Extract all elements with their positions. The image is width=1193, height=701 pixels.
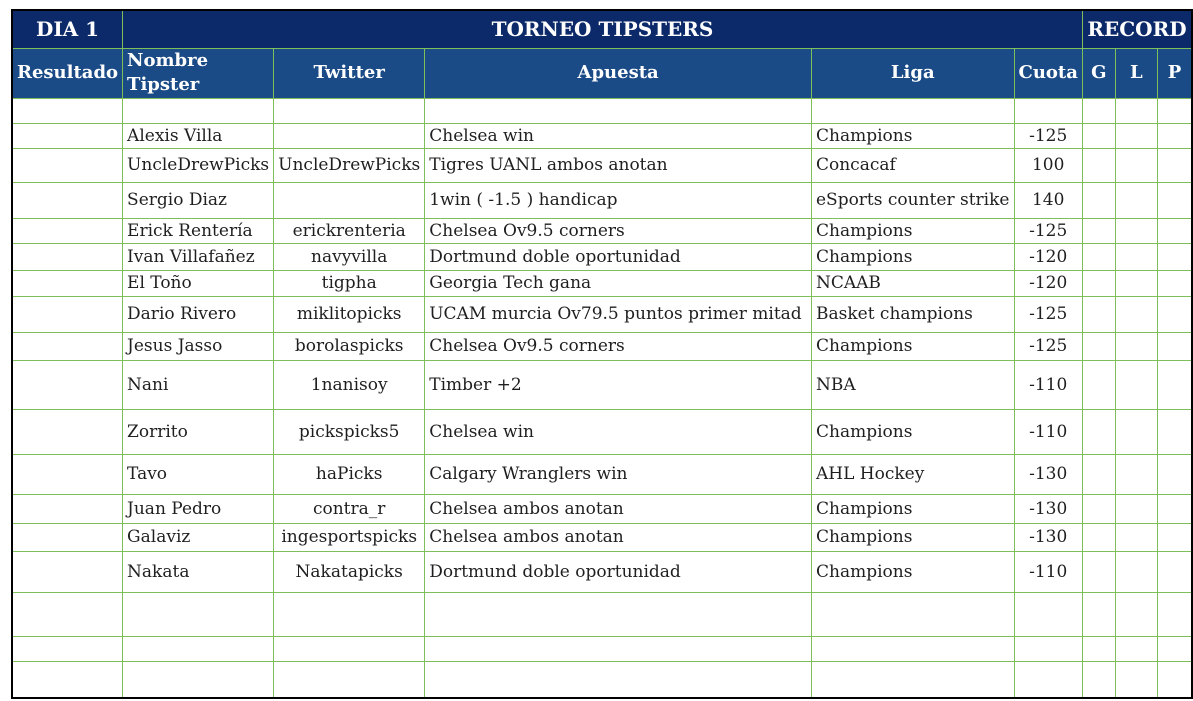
- cell-cuota[interactable]: -125: [1014, 218, 1082, 243]
- cell-cuota[interactable]: -130: [1014, 523, 1082, 551]
- cell-nombre[interactable]: [123, 592, 274, 636]
- cell-p[interactable]: [1158, 148, 1193, 182]
- cell-g[interactable]: [1082, 454, 1115, 494]
- cell-cuota[interactable]: [1014, 98, 1082, 123]
- cell-l[interactable]: [1115, 98, 1157, 123]
- table-row: [12, 243, 1192, 270]
- cell-liga[interactable]: eSports counter strike: [811, 182, 1014, 218]
- cell-p[interactable]: [1158, 98, 1193, 123]
- cell-l[interactable]: [1115, 148, 1157, 182]
- cell-l[interactable]: [1115, 636, 1157, 661]
- cell-twitter[interactable]: tigpha: [274, 270, 425, 296]
- cell-liga[interactable]: NCAAB: [811, 270, 1014, 296]
- cell-p[interactable]: [1158, 551, 1193, 592]
- cell-nombre[interactable]: Nani: [123, 360, 274, 409]
- cell-resultado[interactable]: [12, 551, 123, 592]
- table-row: [12, 148, 1192, 182]
- cell-twitter[interactable]: erickrenteria: [274, 218, 425, 243]
- cell-g[interactable]: [1082, 360, 1115, 409]
- cell-twitter[interactable]: 1nanisoy: [274, 360, 425, 409]
- cell-nombre[interactable]: Sergio Diaz: [123, 182, 274, 218]
- cell-twitter[interactable]: [274, 182, 425, 218]
- cell-apuesta[interactable]: Chelsea win: [425, 123, 812, 148]
- cell-resultado[interactable]: [12, 360, 123, 409]
- cell-cuota[interactable]: [1014, 661, 1082, 698]
- table-row: [12, 636, 1192, 661]
- cell-g[interactable]: [1082, 182, 1115, 218]
- cell-liga[interactable]: Champions: [811, 218, 1014, 243]
- cell-apuesta[interactable]: Chelsea ambos anotan: [425, 494, 812, 523]
- cell-liga[interactable]: Champions: [811, 523, 1014, 551]
- table-row: [12, 494, 1192, 523]
- cell-apuesta[interactable]: Dortmund doble oportunidad: [425, 551, 812, 592]
- cell-resultado[interactable]: [12, 523, 123, 551]
- cell-resultado[interactable]: [12, 332, 123, 360]
- cell-apuesta[interactable]: Dortmund doble oportunidad: [425, 243, 812, 270]
- cell-l[interactable]: [1115, 409, 1157, 454]
- cell-nombre[interactable]: Nakata: [123, 551, 274, 592]
- cell-liga[interactable]: Champions: [811, 332, 1014, 360]
- cell-cuota[interactable]: -120: [1014, 243, 1082, 270]
- cell-l[interactable]: [1115, 494, 1157, 523]
- cell-twitter[interactable]: contra_r: [274, 494, 425, 523]
- cell-twitter[interactable]: Nakatapicks: [274, 551, 425, 592]
- cell-l[interactable]: [1115, 332, 1157, 360]
- cell-g[interactable]: [1082, 123, 1115, 148]
- col-header-liga[interactable]: Liga: [811, 48, 1014, 98]
- cell-l[interactable]: [1115, 218, 1157, 243]
- cell-nombre[interactable]: Juan Pedro: [123, 494, 274, 523]
- cell-p[interactable]: [1158, 218, 1193, 243]
- cell-cuota[interactable]: 140: [1014, 182, 1082, 218]
- cell-g[interactable]: [1082, 148, 1115, 182]
- cell-l[interactable]: [1115, 123, 1157, 148]
- cell-g[interactable]: [1082, 296, 1115, 332]
- table-row: [12, 270, 1192, 296]
- cell-l[interactable]: [1115, 182, 1157, 218]
- cell-cuota[interactable]: -125: [1014, 332, 1082, 360]
- cell-l[interactable]: [1115, 661, 1157, 698]
- record-title[interactable]: RECORD: [1082, 10, 1192, 48]
- cell-apuesta[interactable]: UCAM murcia Ov79.5 puntos primer mitad: [425, 296, 812, 332]
- col-header-apuesta[interactable]: Apuesta: [425, 48, 812, 98]
- cell-cuota[interactable]: -120: [1014, 270, 1082, 296]
- cell-nombre[interactable]: Jesus Jasso: [123, 332, 274, 360]
- cell-apuesta[interactable]: Timber +2: [425, 360, 812, 409]
- cell-resultado[interactable]: [12, 454, 123, 494]
- cell-twitter[interactable]: pickspicks5: [274, 409, 425, 454]
- cell-l[interactable]: [1115, 296, 1157, 332]
- cell-cuota[interactable]: -130: [1014, 494, 1082, 523]
- cell-resultado[interactable]: [12, 123, 123, 148]
- cell-p[interactable]: [1158, 182, 1193, 218]
- table-row: [12, 551, 1192, 592]
- cell-g[interactable]: [1082, 592, 1115, 636]
- cell-p[interactable]: [1158, 454, 1193, 494]
- cell-resultado[interactable]: [12, 148, 123, 182]
- cell-resultado[interactable]: [12, 218, 123, 243]
- table-row: [12, 454, 1192, 494]
- cell-resultado[interactable]: [12, 270, 123, 296]
- cell-cuota[interactable]: -130: [1014, 454, 1082, 494]
- col-header-cuota[interactable]: Cuota: [1014, 48, 1082, 98]
- cell-p[interactable]: [1158, 409, 1193, 454]
- cell-liga[interactable]: Concacaf: [811, 148, 1014, 182]
- cell-twitter[interactable]: navyvilla: [274, 243, 425, 270]
- cell-liga[interactable]: Champions: [811, 494, 1014, 523]
- cell-resultado[interactable]: [12, 636, 123, 661]
- cell-nombre[interactable]: [123, 98, 274, 123]
- cell-nombre[interactable]: Erick Rentería: [123, 218, 274, 243]
- cell-l[interactable]: [1115, 551, 1157, 592]
- cell-liga[interactable]: Champions: [811, 243, 1014, 270]
- cell-resultado[interactable]: [12, 409, 123, 454]
- cell-cuota[interactable]: -125: [1014, 296, 1082, 332]
- cell-twitter[interactable]: [274, 661, 425, 698]
- cell-resultado[interactable]: [12, 243, 123, 270]
- cell-liga[interactable]: Champions: [811, 551, 1014, 592]
- cell-g[interactable]: [1082, 270, 1115, 296]
- cell-g[interactable]: [1082, 661, 1115, 698]
- cell-p[interactable]: [1158, 123, 1193, 148]
- cell-twitter[interactable]: ingesportspicks: [274, 523, 425, 551]
- cell-liga[interactable]: Basket champions: [811, 296, 1014, 332]
- cell-p[interactable]: [1158, 592, 1193, 636]
- cell-cuota[interactable]: -110: [1014, 360, 1082, 409]
- cell-l[interactable]: [1115, 454, 1157, 494]
- title-row: [12, 10, 1192, 48]
- col-header-resultado[interactable]: Resultado: [12, 48, 123, 98]
- cell-nombre[interactable]: Alexis Villa: [123, 123, 274, 148]
- cell-cuota[interactable]: -110: [1014, 551, 1082, 592]
- cell-l[interactable]: [1115, 270, 1157, 296]
- cell-nombre[interactable]: El Toño: [123, 270, 274, 296]
- cell-p[interactable]: [1158, 296, 1193, 332]
- cell-l[interactable]: [1115, 360, 1157, 409]
- cell-p[interactable]: [1158, 332, 1193, 360]
- cell-twitter[interactable]: [274, 123, 425, 148]
- cell-p[interactable]: [1158, 270, 1193, 296]
- cell-nombre[interactable]: Ivan Villafañez: [123, 243, 274, 270]
- table-row: [12, 409, 1192, 454]
- table-row: [12, 182, 1192, 218]
- table-row: [12, 360, 1192, 409]
- cell-liga[interactable]: AHL Hockey: [811, 454, 1014, 494]
- cell-twitter[interactable]: [274, 592, 425, 636]
- table-row: [12, 123, 1192, 148]
- cell-resultado[interactable]: [12, 494, 123, 523]
- cell-nombre[interactable]: UncleDrewPicks: [123, 148, 274, 182]
- column-header-row: [12, 48, 1192, 98]
- cell-twitter[interactable]: [274, 98, 425, 123]
- tipsters-table: [11, 9, 1193, 699]
- cell-apuesta[interactable]: Georgia Tech gana: [425, 270, 812, 296]
- cell-g[interactable]: [1082, 409, 1115, 454]
- cell-twitter[interactable]: miklitopicks: [274, 296, 425, 332]
- cell-liga[interactable]: NBA: [811, 360, 1014, 409]
- col-header-twitter[interactable]: Twitter: [274, 48, 425, 98]
- cell-apuesta[interactable]: Tigres UANL ambos anotan: [425, 148, 812, 182]
- cell-nombre[interactable]: Tavo: [123, 454, 274, 494]
- cell-p[interactable]: [1158, 494, 1193, 523]
- cell-liga[interactable]: Champions: [811, 123, 1014, 148]
- cell-p[interactable]: [1158, 243, 1193, 270]
- table-row: [12, 218, 1192, 243]
- cell-resultado[interactable]: [12, 182, 123, 218]
- cell-g[interactable]: [1082, 551, 1115, 592]
- cell-l[interactable]: [1115, 523, 1157, 551]
- cell-liga[interactable]: [811, 98, 1014, 123]
- cell-liga[interactable]: [811, 592, 1014, 636]
- cell-apuesta[interactable]: Chelsea win: [425, 409, 812, 454]
- cell-twitter[interactable]: haPicks: [274, 454, 425, 494]
- cell-p[interactable]: [1158, 360, 1193, 409]
- cell-apuesta[interactable]: [425, 661, 812, 698]
- cell-p[interactable]: [1158, 661, 1193, 698]
- cell-g[interactable]: [1082, 494, 1115, 523]
- cell-apuesta[interactable]: 1win ( -1.5 ) handicap: [425, 182, 812, 218]
- cell-apuesta[interactable]: [425, 592, 812, 636]
- cell-nombre[interactable]: Zorrito: [123, 409, 274, 454]
- cell-g[interactable]: [1082, 218, 1115, 243]
- cell-l[interactable]: [1115, 243, 1157, 270]
- col-header-g[interactable]: G: [1082, 48, 1115, 98]
- cell-twitter[interactable]: [274, 636, 425, 661]
- cell-twitter[interactable]: UncleDrewPicks: [274, 148, 425, 182]
- cell-g[interactable]: [1082, 98, 1115, 123]
- cell-cuota[interactable]: -110: [1014, 409, 1082, 454]
- col-header-nombre[interactable]: Nombre Tipster: [123, 48, 274, 98]
- col-header-p[interactable]: P: [1158, 48, 1193, 98]
- table-row: [12, 661, 1192, 698]
- table-row: [12, 332, 1192, 360]
- cell-liga[interactable]: [811, 636, 1014, 661]
- cell-g[interactable]: [1082, 636, 1115, 661]
- table-row: [12, 98, 1192, 123]
- cell-l[interactable]: [1115, 592, 1157, 636]
- table-row: [12, 523, 1192, 551]
- cell-resultado[interactable]: [12, 661, 123, 698]
- cell-nombre[interactable]: [123, 636, 274, 661]
- cell-apuesta[interactable]: [425, 636, 812, 661]
- cell-apuesta[interactable]: Chelsea ambos anotan: [425, 523, 812, 551]
- cell-apuesta[interactable]: Chelsea Ov9.5 corners: [425, 332, 812, 360]
- col-header-l[interactable]: L: [1115, 48, 1157, 98]
- cell-apuesta[interactable]: Chelsea Ov9.5 corners: [425, 218, 812, 243]
- table-row: [12, 296, 1192, 332]
- cell-apuesta[interactable]: Calgary Wranglers win: [425, 454, 812, 494]
- cell-resultado[interactable]: [12, 592, 123, 636]
- tournament-title[interactable]: TORNEO TIPSTERS: [123, 10, 1083, 48]
- cell-g[interactable]: [1082, 523, 1115, 551]
- cell-cuota[interactable]: -125: [1014, 123, 1082, 148]
- day-label[interactable]: DIA 1: [12, 10, 123, 48]
- cell-cuota[interactable]: [1014, 592, 1082, 636]
- cell-p[interactable]: [1158, 523, 1193, 551]
- cell-resultado[interactable]: [12, 296, 123, 332]
- cell-nombre[interactable]: Dario Rivero: [123, 296, 274, 332]
- cell-resultado[interactable]: [12, 98, 123, 123]
- cell-apuesta[interactable]: [425, 98, 812, 123]
- cell-cuota[interactable]: [1014, 636, 1082, 661]
- cell-liga[interactable]: [811, 661, 1014, 698]
- cell-nombre[interactable]: [123, 661, 274, 698]
- cell-g[interactable]: [1082, 332, 1115, 360]
- cell-p[interactable]: [1158, 636, 1193, 661]
- cell-g[interactable]: [1082, 243, 1115, 270]
- cell-nombre[interactable]: Galaviz: [123, 523, 274, 551]
- cell-twitter[interactable]: borolaspicks: [274, 332, 425, 360]
- cell-cuota[interactable]: 100: [1014, 148, 1082, 182]
- cell-liga[interactable]: Champions: [811, 409, 1014, 454]
- table-row: [12, 592, 1192, 636]
